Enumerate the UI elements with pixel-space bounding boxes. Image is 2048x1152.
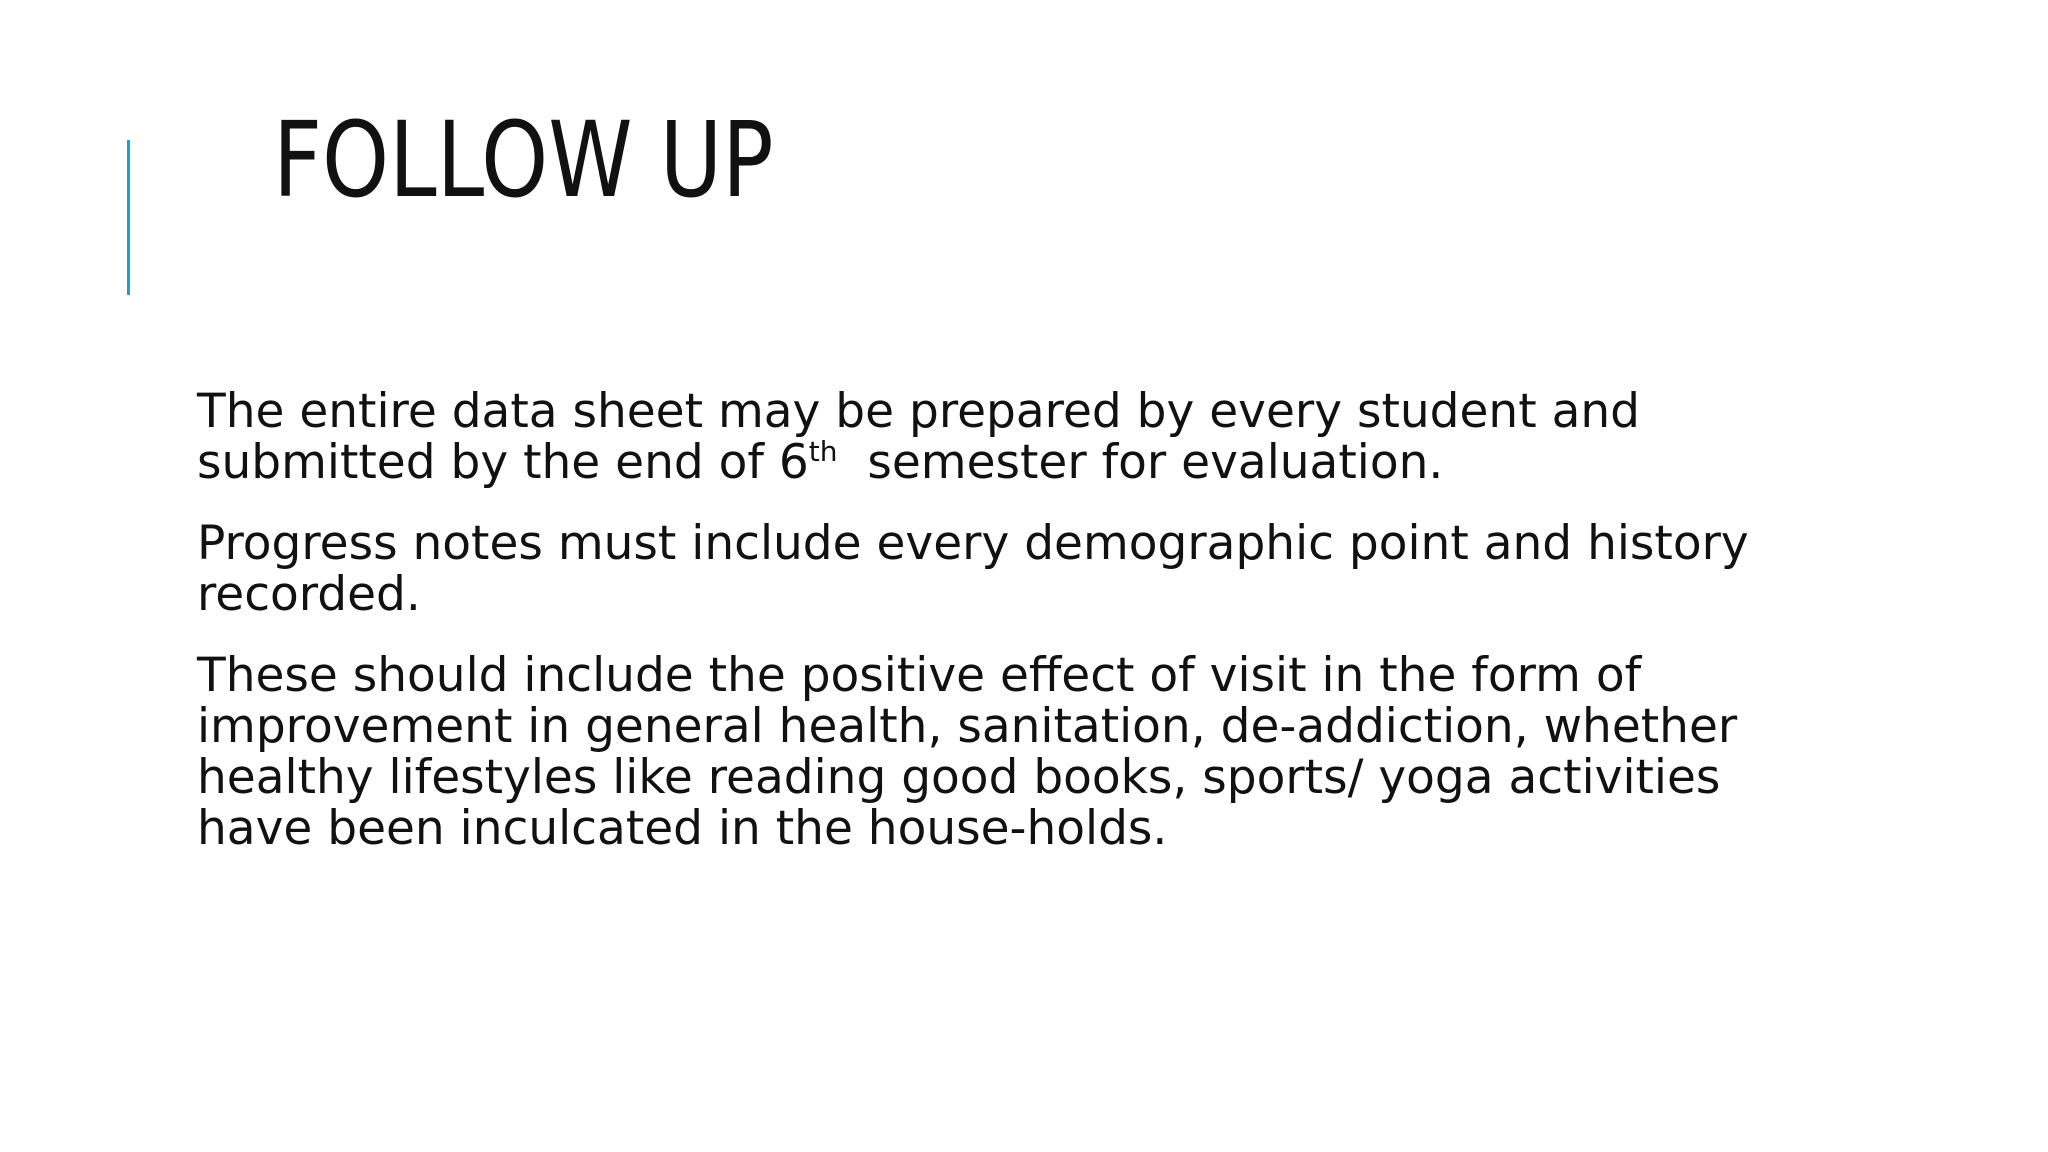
paragraph-positive-effect: These should include the positive effect of visit in the form of improvement in general health, sanitation, de-addiction, whether healthy lifestyles like reading good books, sports/ yoga activities have been inculcated in the house-holds. — [197, 648, 1738, 856]
paragraph-progress-notes: Progress notes must include every demographic point and history recorded. — [197, 516, 1749, 622]
paragraph-text: The entire data sheet may be prepared by every student and submitted by the end of 6 — [197, 384, 1641, 490]
accent-bar — [127, 140, 130, 295]
paragraph-data-sheet — [197, 386, 1817, 488]
superscript-ordinal: th — [808, 435, 838, 468]
slide-title: FOLLOW UP — [273, 99, 774, 221]
slide-body — [197, 386, 1817, 884]
paragraph-text: semester for evaluation. — [837, 435, 1444, 490]
